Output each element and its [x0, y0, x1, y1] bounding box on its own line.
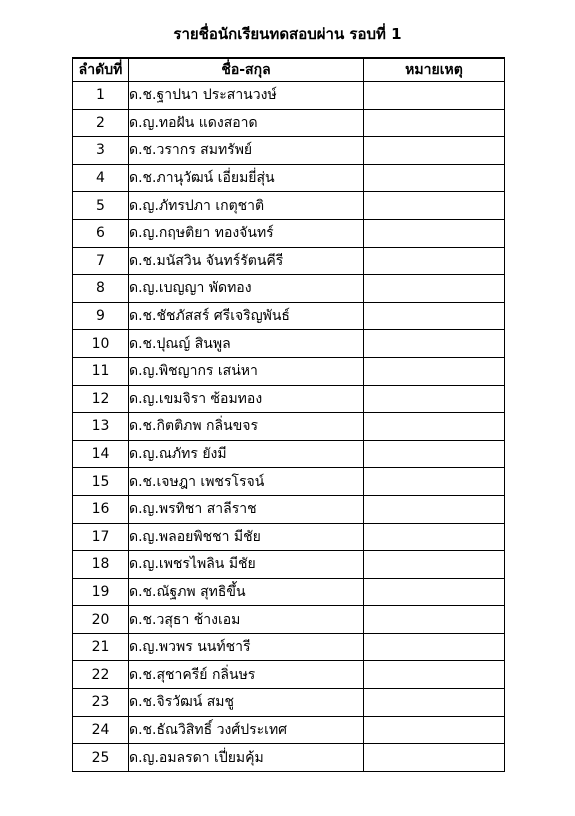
row-note — [364, 716, 505, 744]
table-row — [73, 744, 505, 772]
table-row — [73, 82, 505, 110]
student-name: ด.ช.ฐาปนา ประสานวงษ์ — [129, 82, 364, 110]
student-name: ด.ช.ปุณญ์ สินพูล — [129, 330, 364, 358]
row-note — [364, 275, 505, 303]
row-note — [364, 468, 505, 496]
student-name: ด.ช.สุชาครีย์ กลิ่นษร — [129, 661, 364, 689]
row-note — [364, 137, 505, 165]
table-row — [73, 661, 505, 689]
row-note — [364, 247, 505, 275]
row-number: 20 — [73, 606, 129, 634]
table-row — [73, 219, 505, 247]
row-note — [364, 578, 505, 606]
row-note — [364, 523, 505, 551]
row-number: 2 — [73, 109, 129, 137]
table-row — [73, 606, 505, 634]
table-row — [73, 716, 505, 744]
row-number: 5 — [73, 192, 129, 220]
student-name: ด.ญ.อมลรดา เปี่ยมคุ้ม — [129, 744, 364, 772]
row-note — [364, 385, 505, 413]
header-no: ลำดับที่ — [73, 58, 129, 82]
student-name: ด.ช.กิตติภพ กลิ่นขจร — [129, 413, 364, 441]
row-number: 7 — [73, 247, 129, 275]
row-note — [364, 330, 505, 358]
row-note — [364, 82, 505, 110]
row-note — [364, 192, 505, 220]
table-row — [73, 330, 505, 358]
table-row — [73, 495, 505, 523]
table-body — [73, 82, 505, 772]
student-name: ด.ญ.กฤษติยา ทองจันทร์ — [129, 219, 364, 247]
row-number: 17 — [73, 523, 129, 551]
row-note — [364, 551, 505, 579]
student-name: ด.ช.มนัสวิน จันทร์รัตนคีรี — [129, 247, 364, 275]
student-name: ด.ญ.พวพร นนท์ชารี — [129, 633, 364, 661]
row-number: 8 — [73, 275, 129, 303]
row-number: 9 — [73, 302, 129, 330]
row-note — [364, 661, 505, 689]
row-number: 4 — [73, 164, 129, 192]
table-header — [73, 58, 505, 82]
row-number: 21 — [73, 633, 129, 661]
table-row — [73, 109, 505, 137]
row-number: 11 — [73, 357, 129, 385]
student-name: ด.ช.จิรวัฒน์ สมชู — [129, 689, 364, 717]
page-title: รายชื่อนักเรียนทดสอบผ่าน รอบที่ 1 — [173, 25, 402, 43]
header-row — [73, 58, 505, 82]
row-note — [364, 109, 505, 137]
student-name: ด.ญ.ภัทรปภา เกตุชาติ — [129, 192, 364, 220]
student-name: ด.ช.วสุธา ช้างเอม — [129, 606, 364, 634]
row-number: 14 — [73, 440, 129, 468]
row-note — [364, 302, 505, 330]
table-row — [73, 413, 505, 441]
row-number: 3 — [73, 137, 129, 165]
row-note — [364, 606, 505, 634]
student-name: ด.ญ.ณภัทร ยังมี — [129, 440, 364, 468]
row-number: 6 — [73, 219, 129, 247]
student-name: ด.ช.เจษฎา เพชรโรจน์ — [129, 468, 364, 496]
row-note — [364, 440, 505, 468]
table-row — [73, 385, 505, 413]
student-roster-table — [72, 57, 505, 772]
table-row — [73, 468, 505, 496]
table-row — [73, 689, 505, 717]
student-name: ด.ช.วรากร สมทรัพย์ — [129, 137, 364, 165]
row-note — [364, 689, 505, 717]
table-row — [73, 551, 505, 579]
table-row — [73, 633, 505, 661]
row-number: 25 — [73, 744, 129, 772]
table-row — [73, 247, 505, 275]
table-row — [73, 192, 505, 220]
table-row — [73, 275, 505, 303]
student-name: ด.ญ.เพชรไพลิน มีชัย — [129, 551, 364, 579]
row-number: 1 — [73, 82, 129, 110]
student-name: ด.ญ.เขมจิรา ซ้อมทอง — [129, 385, 364, 413]
row-note — [364, 357, 505, 385]
student-name: ด.ช.ภานุวัฒน์ เอี่ยมยี่สุ่น — [129, 164, 364, 192]
row-number: 15 — [73, 468, 129, 496]
row-number: 16 — [73, 495, 129, 523]
row-note — [364, 495, 505, 523]
student-name: ด.ญ.พิชญากร เสน่หา — [129, 357, 364, 385]
row-note — [364, 164, 505, 192]
table-row — [73, 440, 505, 468]
table-row — [73, 137, 505, 165]
student-name: ด.ญ.ทอฝัน แดงสอาด — [129, 109, 364, 137]
header-name: ชื่อ-สกุล — [129, 58, 364, 82]
row-note — [364, 219, 505, 247]
student-name: ด.ช.ณัฐภพ สุทธิขึ้น — [129, 578, 364, 606]
row-note — [364, 744, 505, 772]
table-row — [73, 164, 505, 192]
table-row — [73, 357, 505, 385]
row-number: 18 — [73, 551, 129, 579]
row-number: 24 — [73, 716, 129, 744]
table-row — [73, 578, 505, 606]
student-name: ด.ญ.เบญญา พัดทอง — [129, 275, 364, 303]
student-name: ด.ญ.พรทิชา สาลีราช — [129, 495, 364, 523]
student-name: ด.ช.ธัณวิสิทธิ์ วงศ์ประเทศ — [129, 716, 364, 744]
student-name: ด.ญ.พลอยพิชชา มีชัย — [129, 523, 364, 551]
table-row — [73, 302, 505, 330]
row-number: 19 — [73, 578, 129, 606]
table-row — [73, 523, 505, 551]
row-number: 22 — [73, 661, 129, 689]
row-number: 10 — [73, 330, 129, 358]
row-number: 13 — [73, 413, 129, 441]
row-number: 23 — [73, 689, 129, 717]
student-name: ด.ช.ชัชภัสสร์ ศรีเจริญพันธ์ — [129, 302, 364, 330]
row-note — [364, 413, 505, 441]
row-number: 12 — [73, 385, 129, 413]
row-note — [364, 633, 505, 661]
header-note: หมายเหตุ — [364, 58, 505, 82]
